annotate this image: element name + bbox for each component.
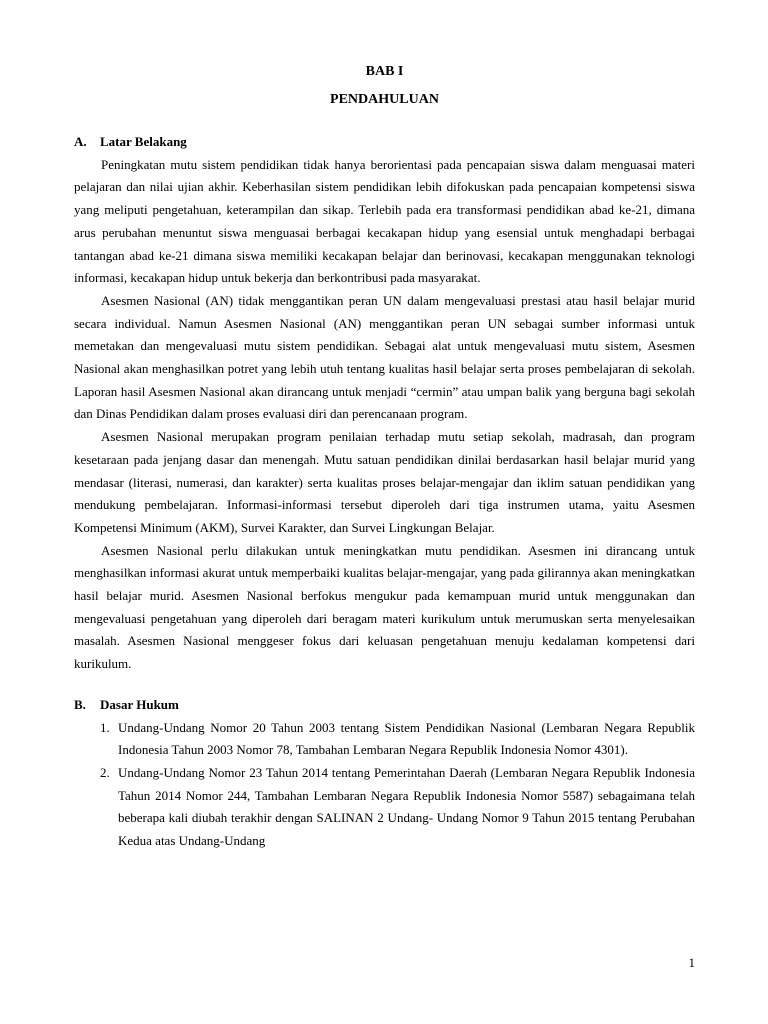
chapter-title: PENDAHULUAN bbox=[330, 92, 439, 107]
legal-basis-list bbox=[74, 717, 695, 853]
paragraph: Asesmen Nasional merupakan program penilaian terhadap mutu setiap sekolah, madrasah, dan program kesetaraan pada jenjang dasar dan menengah. Mutu satuan pendidikan dinilai berdasarkan hasil belajar murid yang mendasar (literasi, numerasi, dan karakter) serta kualitas proses belajar-mengajar dan iklim satuan pendidikan yang mendukung pembelajaran. Informasi-informasi tersebut diperoleh dari tiga instrumen utama, yaitu Asesmen Kompetensi Minimum (AKM), Survei Karakter, dan Survei Lingkungan Belajar. bbox=[74, 429, 695, 535]
section-b-title: Dasar Hukum bbox=[100, 696, 179, 712]
list-item-number: 1. bbox=[100, 719, 110, 735]
section-b-heading bbox=[74, 694, 695, 717]
section-b-letter: B. bbox=[74, 696, 86, 712]
section-a-title: Latar Belakang bbox=[100, 134, 187, 149]
paragraph: Peningkatan mutu sistem pendidikan tidak hanya berorientasi pada pencapaian siswa dalam menguasai materi pelajaran dan nilai ujian akhir. Keberhasilan sistem pendidikan lebih difokuskan pada pencapaian kompetensi siswa yang meliputi pengetahuan, keterampilan dan sikap. Terlebih pada era transformasi pendidikan abad ke-21, dimana arus perubahan menuntut siswa menguasai berbagai kecakapan hidup yang esensial untuk menghadapi berbagai tantangan abad ke-21 dimana siswa memiliki kecakapan belajar dan berinovasi, kecakapan menggunakan teknologi informasi, kecakapan hidup untuk bekerja dan berkontribusi pada masyarakat. bbox=[74, 156, 695, 286]
list-item bbox=[74, 762, 695, 853]
chapter-number: BAB I bbox=[365, 64, 404, 79]
paragraph: Asesmen Nasional perlu dilakukan untuk meningkatkan mutu pendidikan. Asesmen ini dirancang untuk menghasilkan informasi akurat untuk memperbaiki kualitas belajar-mengajar, yang pada gilirannya akan meningkatkan hasil belajar murid. Asesmen Nasional berfokus mengukur pada kemampuan murid untuk menggunakan dan mengevaluasi pengetahuan yang diperoleh dari beragam materi kurikulum untuk merumuskan serta menyelesaikan masalah. Asesmen Nasional menggeser fokus dari keluasan pengetahuan menuju kedalaman kompetensi dari kurikulum. bbox=[74, 542, 695, 672]
list-item-text: Undang-Undang Nomor 20 Tahun 2003 tentang Sistem Pendidikan Nasional (Lembaran Negara Republik Indonesia Tahun 2003 Nomor 78, Tambahan Lembaran Negara Republik Indonesia Nomor 4301). bbox=[118, 719, 695, 758]
page-number: 1 bbox=[688, 955, 695, 970]
document-page bbox=[74, 60, 695, 853]
list-item-number: 2. bbox=[100, 764, 110, 780]
paragraph: Asesmen Nasional (AN) tidak menggantikan peran UN dalam mengevaluasi prestasi atau hasil belajar murid secara individual. Namun Asesmen Nasional (AN) menggantikan peran UN sebagai sumber informasi untuk memetakan dan mengevaluasi mutu sistem pendidikan. Sebagai alat untuk mengevaluasi mutu sistem, Asesmen Nasional akan menghasilkan potret yang lebih utuh tentang kualitas hasil belajar serta proses pembelajaran di sekolah. Laporan hasil Asesmen Nasional akan dirancang untuk menjadi “cermin” atau umpan balik yang berguna bagi sekolah dan Dinas Pendidikan dalam proses evaluasi diri dan perencanaan program. bbox=[74, 292, 695, 422]
section-a-heading bbox=[74, 131, 695, 154]
section-a-letter: A. bbox=[74, 134, 87, 149]
list-item bbox=[74, 717, 695, 762]
list-item-text: Undang-Undang Nomor 23 Tahun 2014 tentang Pemerintahan Daerah (Lembaran Negara Republik Indonesia Tahun 2014 Nomor 244, Tambahan Lembaran Negara Republik Indonesia Nomor 5587) sebagaimana telah beberapa kali diubah terakhir dengan SALINAN 2 Undang- Undang Nomor 9 Tahun 2015 tentang Perubahan Kedua atas Undang-Undang bbox=[118, 764, 695, 849]
